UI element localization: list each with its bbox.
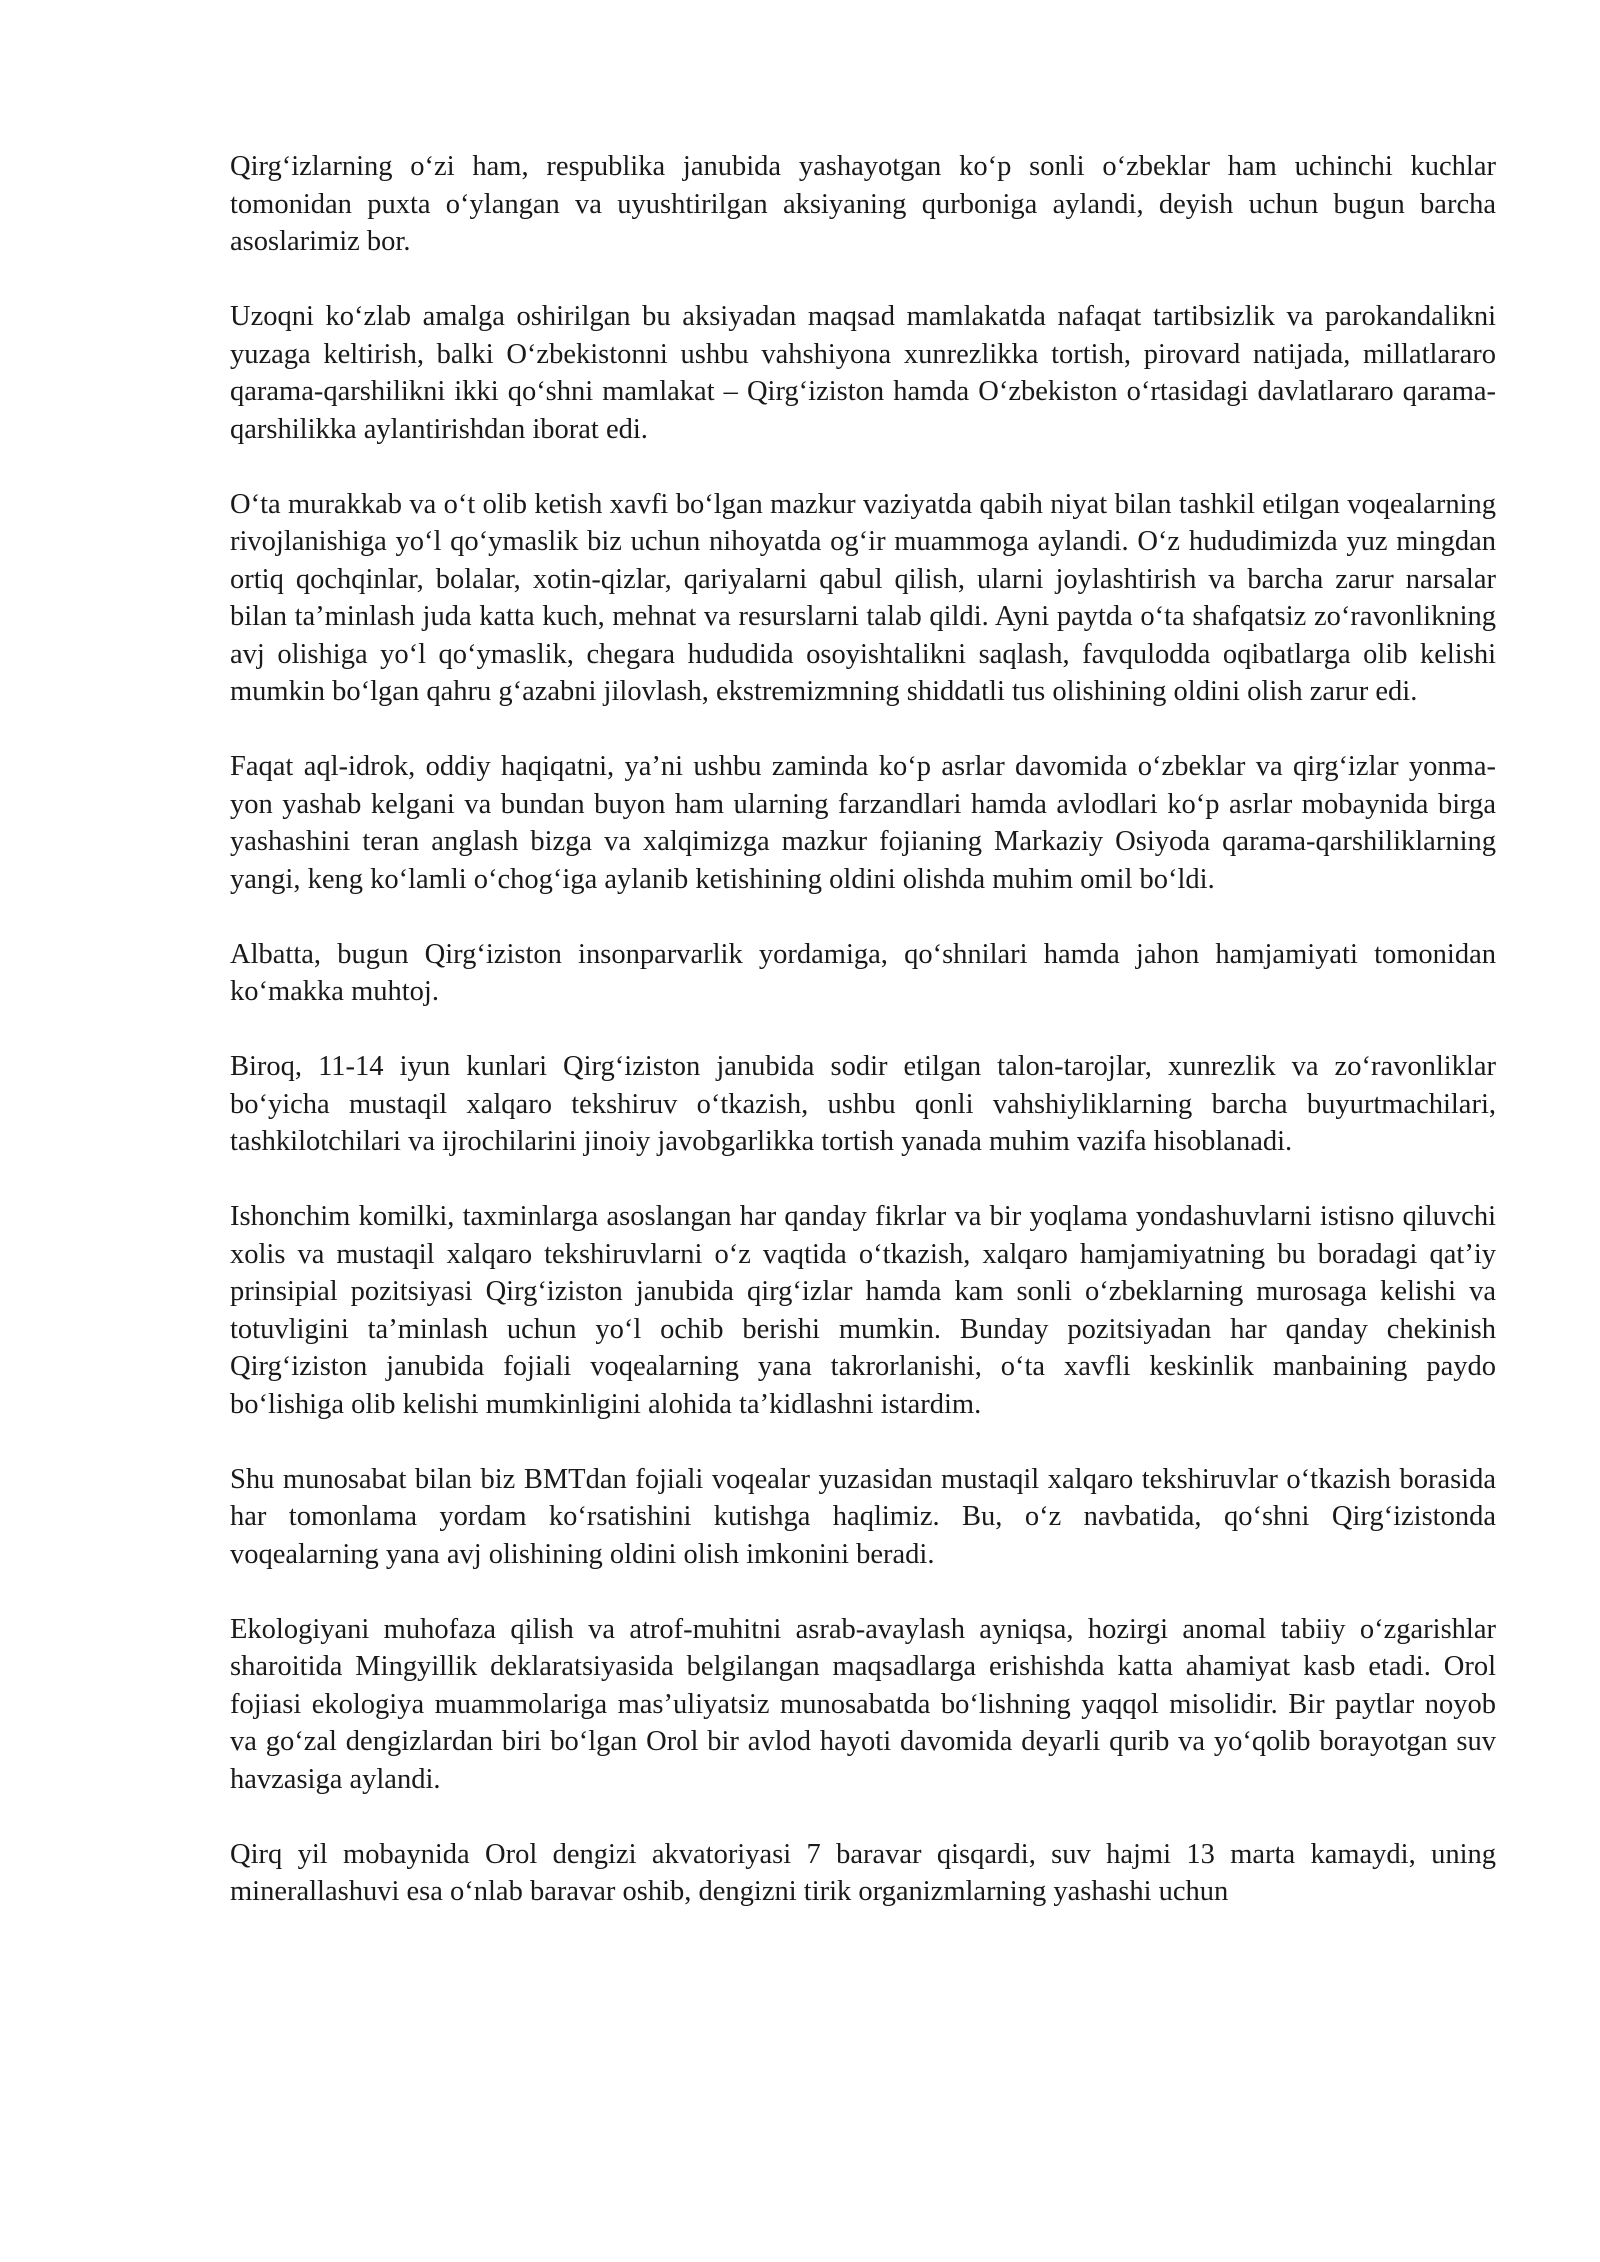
paragraph: Faqat aql-idrok, oddiy haqiqatni, ya’ni ushbu zaminda ko‘p asrlar davomida o‘zbeklar va qirg‘izlar yonma-yon yashab kelgani va bundan buyon ham ularning farzandlari hamda avlodlari ko‘p asrlar mobaynida birga yashashini teran anglash bizga va xalqimizga mazkur fojianing Markaziy Osiyoda qarama-qarshiliklarning yangi, keng ko‘lamli o‘chog‘iga aylanib ketishining oldini olishda muhim omil bo‘ldi. xyxy=(230,751,1496,895)
paragraph: Uzoqni ko‘zlab amalga oshirilgan bu aksiyadan maqsad mamlakatda nafaqat tartibsizlik va parokandalikni yuzaga keltirish, balki O‘zbekistonni ushbu vahshiyona xunrezlikka tortish, pirovard natijada, millatlararo qarama-qarshilikni ikki qo‘shni mamlakat – Qirg‘iziston hamda O‘zbekiston o‘rtasidagi davlatlararo qarama-qarshilikka aylantirishdan iborat edi. xyxy=(230,301,1496,445)
paragraph: O‘ta murakkab va o‘t olib ketish xavfi bo‘lgan mazkur vaziyatda qabih niyat bilan tashkil etilgan voqealarning rivojlanishiga yo‘l qo‘ymaslik biz uchun nihoyatda og‘ir muammoga aylandi. O‘z hududimizda yuz mingdan ortiq qochqinlar, bolalar, xotin-qizlar, qariyalarni qabul qilish, ularni joylashtirish va barcha zarur narsalar bilan ta’minlash juda katta kuch, mehnat va resurslarni talab qildi. Ayni paytda o‘ta shafqatsiz zo‘ravonlikning avj olishiga yo‘l qo‘ymaslik, chegara hududida osoyishtalikni saqlash, favqulodda oqibatlarga olib kelishi mumkin bo‘lgan qahru g‘azabni jilovlash, ekstremizmning shiddatli tus olishining oldini olish zarur edi. xyxy=(230,488,1496,707)
paragraph: Qirg‘izlarning o‘zi ham, respublika janubida yashayotgan ko‘p sonli o‘zbeklar ham uchinchi kuchlar tomonidan puxta o‘ylangan va uyushtirilgan aksiyaning qurboniga aylandi, deyish uchun bugun barcha asoslarimiz bor. xyxy=(230,151,1496,257)
paragraph: Ekologiyani muhofaza qilish va atrof-muhitni asrab-avaylash ayniqsa, hozirgi anomal tabiiy o‘zgarishlar sharoitida Mingyillik deklaratsiyasida belgilangan maqsadlarga erishishda katta ahamiyat kasb etadi. Orol fojiasi ekologiya muammolariga mas’uliyatsiz munosabatda bo‘lishning yaqqol misolidir. Bir paytlar noyob va go‘zal dengizlardan biri bo‘lgan Orol bir avlod hayoti davomida deyarli qurib va yo‘qolib borayotgan suv havzasiga aylandi. xyxy=(230,1613,1496,1795)
paragraph: Ishonchim komilki, taxminlarga asoslangan har qanday fikrlar va bir yoqlama yondashuvlarni istisno qiluvchi xolis va mustaqil xalqaro tekshiruvlarni o‘z vaqtida o‘tkazish, xalqaro hamjamiyatning bu boradagi qat’iy prinsipial pozitsiyasi Qirg‘iziston janubida qirg‘izlar hamda kam sonli o‘zbeklarning murosaga kelishi va totuvligini ta’minlash uchun yo‘l ochib berishi mumkin. Bunday pozitsiyadan har qanday chekinish Qirg‘iziston janubida fojiali voqealarning yana takrorlanishi, o‘ta xavfli keskinlik manbaining paydo bo‘lishiga olib kelishi mumkinligini alohida ta’kidlashni istardim. xyxy=(230,1201,1496,1420)
paragraph: Shu munosabat bilan biz BMTdan fojiali voqealar yuzasidan mustaqil xalqaro tekshiruvlar o‘tkazish borasida har tomonlama yordam ko‘rsatishini kutishga haqlimiz. Bu, o‘z navbatida, qo‘shni Qirg‘izistonda voqealarning yana avj olishining oldini olish imkonini beradi. xyxy=(230,1463,1496,1570)
document-page xyxy=(230,148,1496,1911)
paragraph: Biroq, 11-14 iyun kunlari Qirg‘iziston janubida sodir etilgan talon-tarojlar, xunrezlik va zo‘ravonliklar bo‘yicha mustaqil xalqaro tekshiruv o‘tkazish, ushbu qonli vahshiyliklarning barcha buyurtmachilari, tashkilotchilari va ijrochilarini jinoiy javobgarlikka tortish yanada muhim vazifa hisoblanadi. xyxy=(230,1051,1496,1157)
paragraph: Qirq yil mobaynida Orol dengizi akvatoriyasi 7 baravar qisqardi, suv hajmi 13 marta kamaydi, uning minerallashuvi esa o‘nlab baravar oshib, dengizni tirik organizmlarning yashashi uchun xyxy=(230,1838,1496,1907)
paragraph: Albatta, bugun Qirg‘iziston insonparvarlik yordamiga, qo‘shnilari hamda jahon hamjamiyati tomonidan ko‘makka muhtoj. xyxy=(230,938,1496,1007)
